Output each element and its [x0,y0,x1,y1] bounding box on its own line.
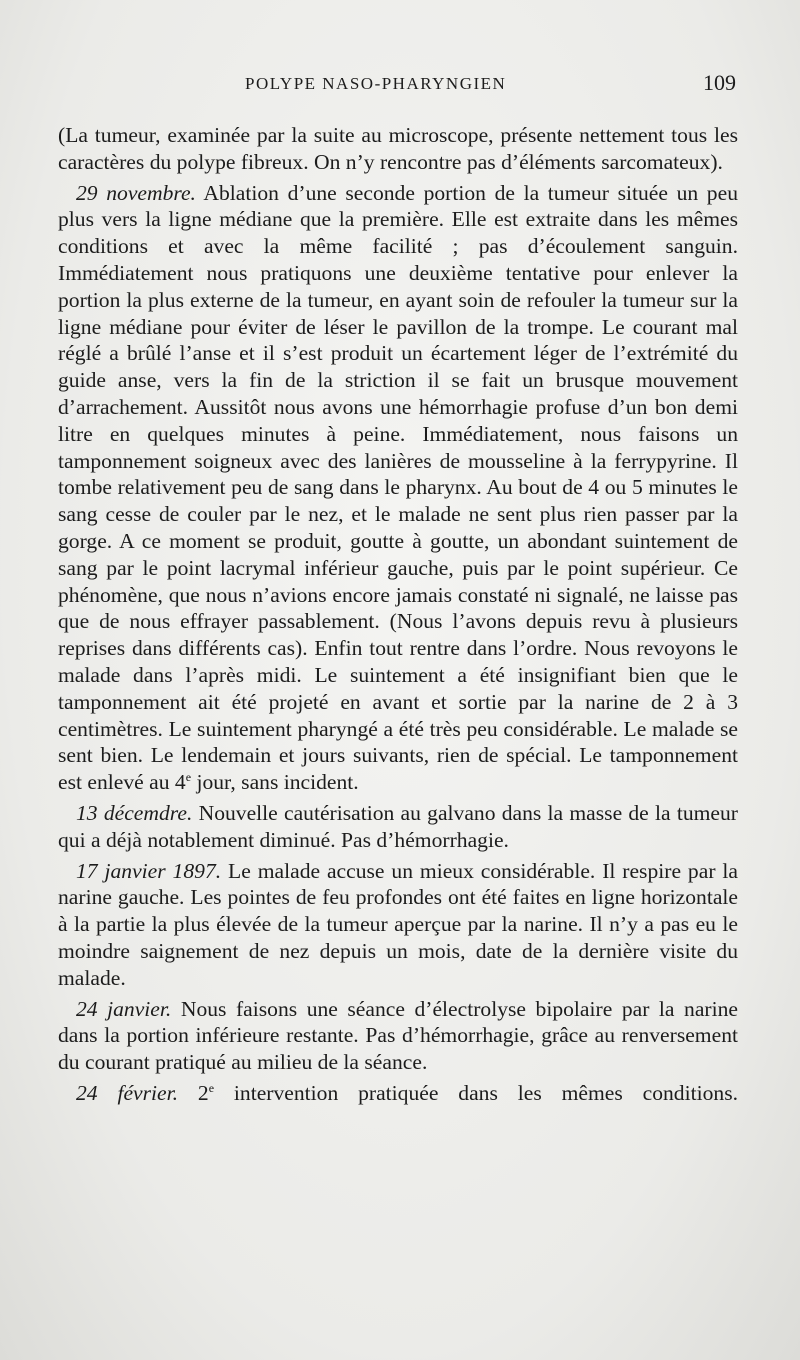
page-number: 109 [703,70,736,95]
running-title: POLYPE NASO-PHARYNGIEN [245,74,507,93]
paragraph-text: 2 [178,1080,209,1105]
running-head [60,70,740,100]
paragraph-24-janvier [58,996,738,1076]
entry-date: 24 janvier. [76,996,172,1021]
paragraph-microscope [58,122,738,176]
paragraph-17-janvier [58,858,738,992]
paragraph-text: Nous faisons une séance d’électrolyse bipolaire par la narine dans la portion inférieure restante. Pas d’hémorrhagie, grâce au renversement du courant pratiqué au milieu de la séance. [58,996,739,1075]
paragraph-text: Le malade accuse un mieux considérable. Il respire par la narine gauche. Les pointes de feu profondes ont été faites en ligne horizontale à la partie la plus élevée de la tumeur aperçue par la narine. Il n’y a pas eu le moindre saignement de nez depuis un mois, date de la dernière visite du malade. [58,858,738,990]
entry-date: 13 décemdre. [76,800,193,825]
entry-date: 24 février. [76,1080,179,1105]
ordinal-superscript: e [208,1080,215,1095]
paragraph-text: Ablation d’une seconde portion de la tumeur située un peu plus vers la ligne médiane que la première. Elle est extraite dans les mêmes conditions et avec la même facilité ; pas d’écoulement sanguin. Immédiatement nous pratiquons une deuxième tentative pour enlever la portion la plus externe de la tumeur, en ayant soin de refouler la tumeur sur la ligne médiane pour éviter de léser le pavillon de la trompe. Le courant mal réglé a brûlé l’anse et il s’est produit un écartement léger de l’extrémité du guide anse, vers la fin de la striction il se fait un brusque mouvement d’arrachement. Aussitôt nous avons une hémorrhagie profuse d’un bon demi litre en quelques minutes à peine. Immédiatement, nous faisons un tamponnement soigneux avec des lanières de mousseline à la ferrypyrine. Il tombe relativement peu de sang dans le pharynx. Au bout de 4 ou 5 minutes le sang cesse de couler par le nez, et le malade ne sent plus rien passer par la gorge. A ce moment se produit, goutte à goutte, un abondant suintement de sang par le point lacrymal inférieur gauche, puis par le point supérieur. Ce phénomène, que nous n’avions encore jamais constaté ni signalé, ne laisse pas que de nous effrayer passablement. (Nous l’avons depuis revu à plusieurs reprises dans différents cas). Enfin tout rentre dans l’ordre. Nous revoyons le malade dans l’après midi. Le suintement a été insignifiant bien que le tamponnement ait été projeté en avant et sortie par la narine de 2 à 3 centimètres. Le suintement pharyngé a été très peu considérable. Le malade se sent bien. Le lendemain et jours suivants, rien de spécial. Le tamponnement est enlevé au 4 [58,180,738,795]
paragraph-text-end: jour, sans incident. [191,770,359,795]
ordinal-superscript: e [185,769,192,784]
paragraph-24-fevrier [58,1080,738,1107]
paragraph-text: (La tumeur, examinée par la suite au microscope, présente nettement tous les caractères du polype fibreux. On n’y rencontre pas d’éléments sarcomateux). [58,123,738,174]
paragraph-29-novembre [58,180,738,796]
paragraph-text: Nouvelle cautérisation au galvano dans la masse de la tumeur qui a déjà notablement diminué. Pas d’hémorrhagie. [58,800,738,852]
paragraph-13-decembre [58,800,738,854]
entry-date: 29 novembre. [76,180,196,205]
paragraph-text-end: intervention pratiquée dans les mêmes conditions. [214,1080,738,1105]
entry-date: 17 janvier 1897. [76,858,222,883]
body-text [58,122,738,1111]
